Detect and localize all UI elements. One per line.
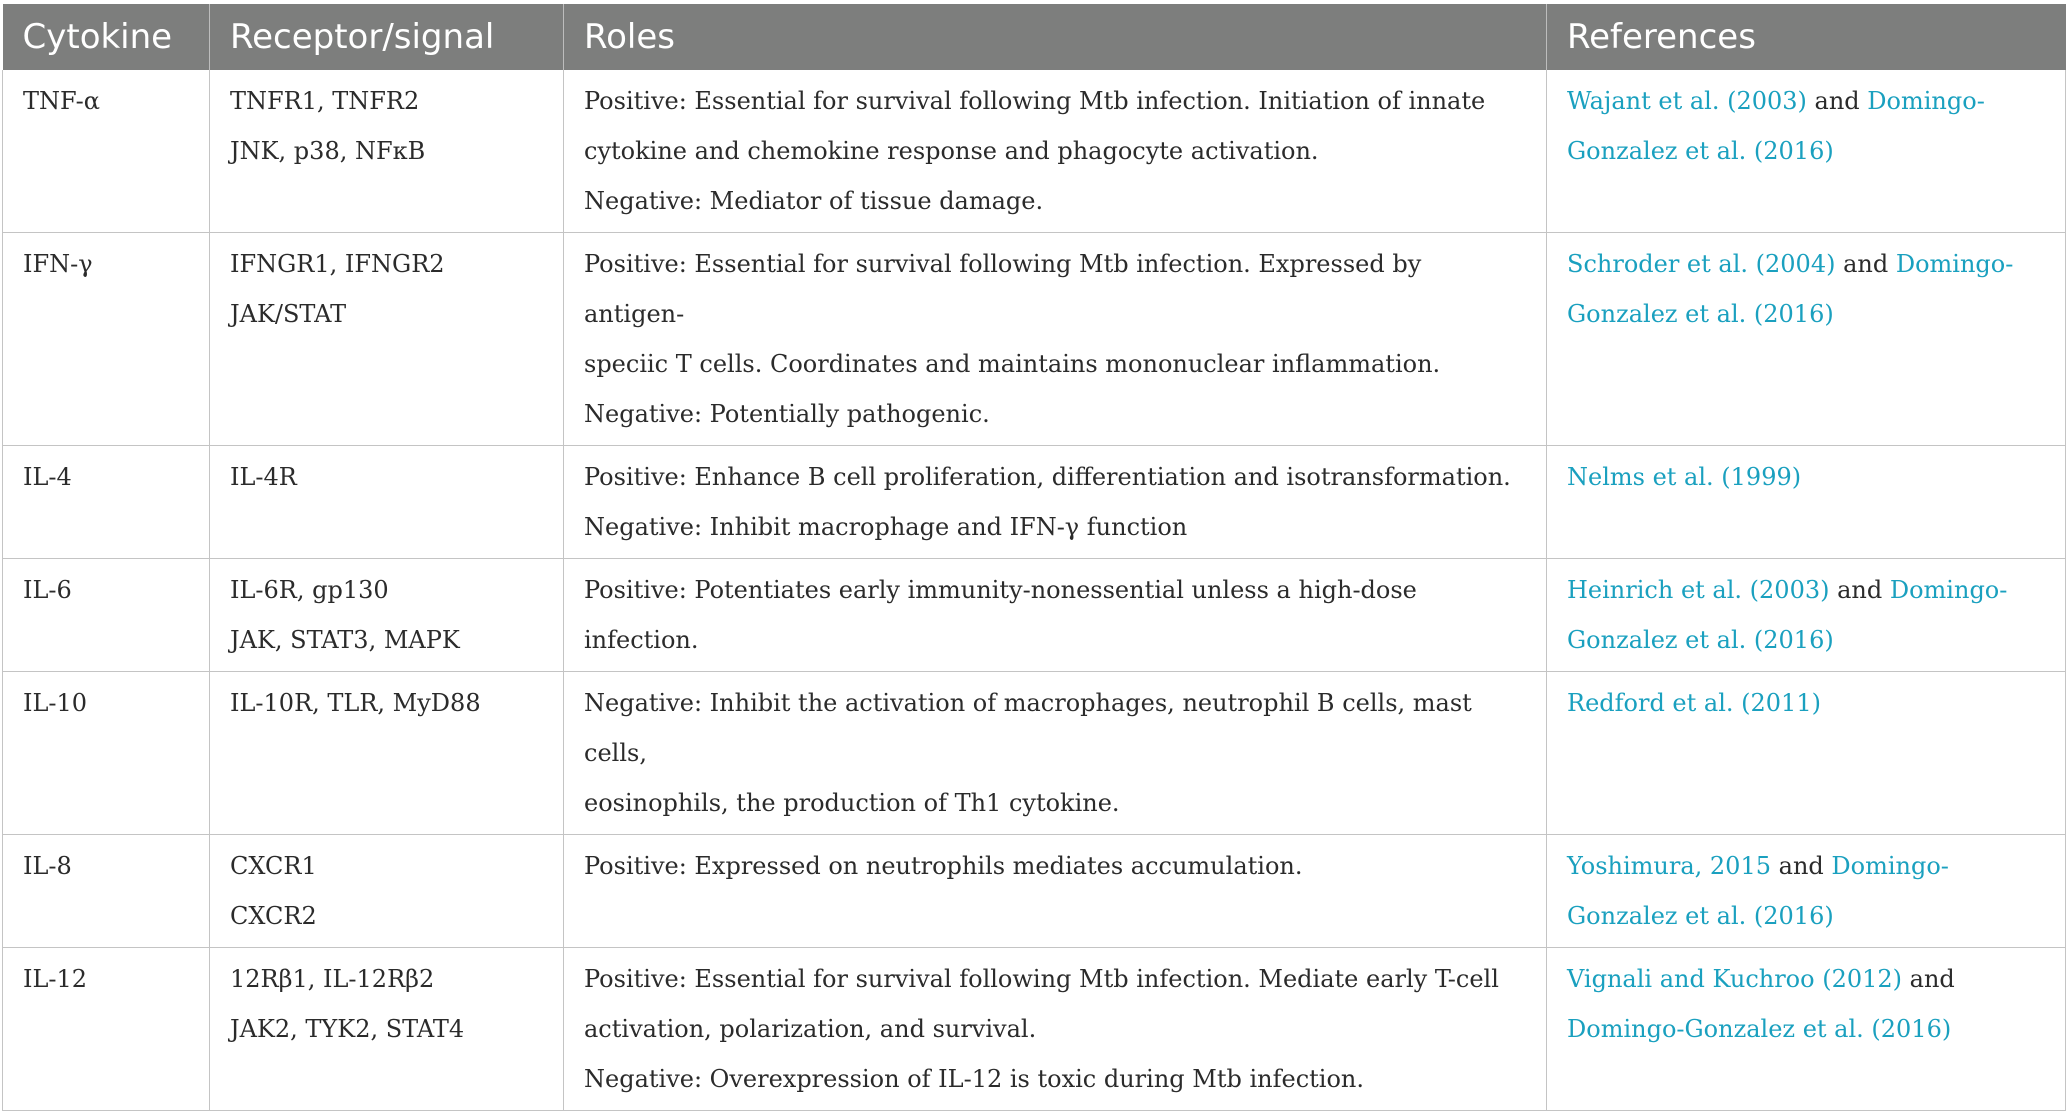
role-line: Positive: Essential for survival following Mtb infection. Initiation of innate [584,87,1486,115]
cytokine-name: IL-4 [23,463,72,491]
table-row [3,233,2066,446]
role-line: Negative: Mediator of tissue damage. [584,187,1044,215]
reference-link[interactable]: Schroder et al. (2004) [1567,250,1836,278]
reference-link[interactable]: Domingo- [1889,576,2008,604]
table-row [3,948,2066,1111]
role-line: Positive: Essential for survival following Mtb infection. Mediate early T-cell [584,965,1499,993]
cell-references [1547,559,2066,672]
cell-receptor-signal [210,672,564,835]
role-line: Positive: Expressed on neutrophils mediates accumulation. [584,852,1303,880]
reference-link[interactable]: Yoshimura, 2015 [1567,852,1771,880]
role-line: Negative: Overexpression of IL-12 is toxic during Mtb infection. [584,1065,1364,1093]
header-references: References [1547,4,2066,70]
reference-connector: and [1829,576,1890,604]
role-line: cytokine and chemokine response and phagocyte activation. [584,137,1319,165]
receptor-line: JNK, p38, NFκB [230,137,426,165]
role-line: Negative: Inhibit macrophage and IFN-γ function [584,513,1188,541]
role-line: Negative: Potentially pathogenic. [584,400,990,428]
table-row [3,446,2066,559]
reference-line [1567,615,2045,665]
cell-references [1547,70,2066,233]
reference-link[interactable]: Domingo-Gonzalez et al. (2016) [1567,1015,1952,1043]
reference-line [1567,452,2045,502]
receptor-line: JAK/STAT [230,300,347,328]
reference-line [1567,289,2045,339]
table-row [3,70,2066,233]
reference-link[interactable]: Gonzalez et al. (2016) [1567,137,1834,165]
reference-line [1567,565,2045,615]
reference-connector: and [1806,87,1868,115]
reference-link[interactable]: Gonzalez et al. (2016) [1567,902,1834,930]
reference-link[interactable]: Domingo- [1867,87,1985,115]
cytokine-name: IL-10 [23,689,88,717]
cytokine-name: TNF-α [23,87,100,115]
reference-link[interactable]: Redford et al. (2011) [1567,689,1821,717]
receptor-line: IFNGR1, IFNGR2 [230,250,445,278]
cell-receptor-signal [210,835,564,948]
cell-cytokine [3,835,210,948]
table-row [3,835,2066,948]
cell-roles [564,70,1547,233]
header-roles: Roles [564,4,1547,70]
cell-receptor-signal [210,446,564,559]
cell-cytokine [3,233,210,446]
header-row [3,4,2066,70]
cell-cytokine [3,948,210,1111]
cell-cytokine [3,446,210,559]
reference-line [1567,891,2045,941]
header-cytokine: Cytokine [3,4,210,70]
receptor-line: IL-4R [230,463,297,491]
cell-receptor-signal [210,233,564,446]
cell-cytokine [3,672,210,835]
cell-receptor-signal [210,948,564,1111]
reference-link[interactable]: Domingo- [1831,852,1949,880]
table-body [3,70,2066,1111]
role-line: Positive: Enhance B cell proliferation, differentiation and isotransformation. [584,463,1511,491]
cell-references [1547,446,2066,559]
receptor-line: 12Rβ1, IL-12Rβ2 [230,965,435,993]
cell-cytokine [3,559,210,672]
reference-connector: and [1902,965,1955,993]
reference-line [1567,126,2045,176]
role-line: eosinophils, the production of Th1 cytokine. [584,789,1120,817]
cell-cytokine [3,70,210,233]
reference-line [1567,76,2045,126]
reference-link[interactable]: Gonzalez et al. (2016) [1567,300,1834,328]
cell-roles [564,948,1547,1111]
role-line: Positive: Potentiates early immunity-nonessential unless a high-dose infection. [584,576,1417,654]
cytokine-name: IL-12 [23,965,88,993]
receptor-line: CXCR1 [230,852,317,880]
reference-connector: and [1771,852,1832,880]
reference-line [1567,1004,2045,1054]
reference-link[interactable]: Heinrich et al. (2003) [1567,576,1830,604]
cell-receptor-signal [210,70,564,233]
table-row [3,672,2066,835]
receptor-line: IL-10R, TLR, MyD88 [230,689,481,717]
cytokine-table [2,4,2066,1111]
header-receptor-signal: Receptor/signal [210,4,564,70]
table-row [3,559,2066,672]
receptor-line: JAK2, TYK2, STAT4 [230,1015,465,1043]
reference-link[interactable]: Nelms et al. (1999) [1567,463,1802,491]
role-line: activation, polarization, and survival. [584,1015,1037,1043]
role-line: speciic T cells. Coordinates and maintains mononuclear inflammation. [584,350,1441,378]
reference-line [1567,954,2045,1004]
role-line: Negative: Inhibit the activation of macrophages, neutrophil B cells, mast cells, [584,689,1472,767]
reference-line [1567,841,2045,891]
cell-roles [564,233,1547,446]
reference-line [1567,239,2045,289]
cell-references [1547,948,2066,1111]
role-line: Positive: Essential for survival following Mtb infection. Expressed by antigen- [584,250,1422,328]
cell-roles [564,559,1547,672]
cytokine-name: IL-8 [23,852,72,880]
cell-roles [564,672,1547,835]
cell-references [1547,233,2066,446]
reference-link[interactable]: Domingo- [1895,250,2014,278]
reference-link[interactable]: Wajant et al. (2003) [1567,87,1807,115]
reference-link[interactable]: Vignali and Kuchroo (2012) [1567,965,1903,993]
receptor-line: TNFR1, TNFR2 [230,87,420,115]
cell-receptor-signal [210,559,564,672]
cell-roles [564,835,1547,948]
receptor-line: IL-6R, gp130 [230,576,389,604]
reference-line [1567,678,2045,728]
reference-connector: and [1835,250,1896,278]
table-header [3,4,2066,70]
cell-references [1547,672,2066,835]
cytokine-name: IL-6 [23,576,72,604]
cell-roles [564,446,1547,559]
receptor-line: JAK, STAT3, MAPK [230,626,460,654]
reference-link[interactable]: Gonzalez et al. (2016) [1567,626,1834,654]
receptor-line: CXCR2 [230,902,317,930]
cytokine-name: IFN-γ [23,250,93,278]
cell-references [1547,835,2066,948]
